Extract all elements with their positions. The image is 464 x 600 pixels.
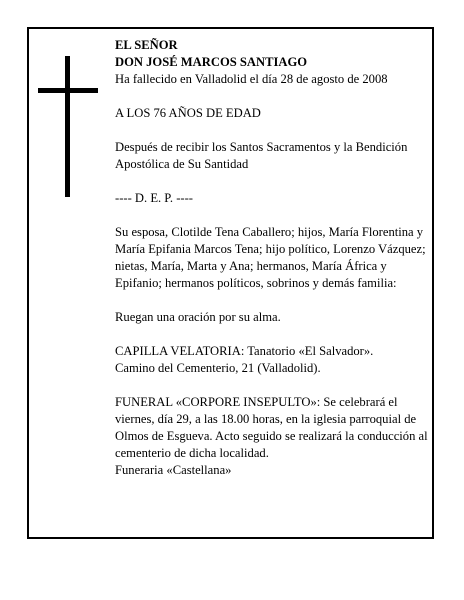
death-statement: Ha fallecido en Valladolid el día 28 de agosto de 2008	[115, 72, 388, 86]
age-statement: A LOS 76 AÑOS DE EDAD	[115, 106, 261, 120]
prayer-request: Ruegan una oración por su alma.	[115, 310, 281, 324]
obituary-text	[115, 37, 433, 479]
chapel-address: Camino del Cementerio, 21 (Valladolid).	[115, 361, 321, 375]
family-list: Su esposa, Clotilde Tena Caballero; hijos, María Florentina y María Epifania Marcos Tena; hijo político, Lorenzo Vázquez; nietas, María, Marta y Ana; hermanos, María África y Epifanio; hermanos políticos, sobrinos y demás familia:	[115, 225, 426, 290]
sacraments-statement: Después de recibir los Santos Sacramentos y la Bendición Apostólica de Su Santidad	[115, 140, 408, 171]
cross-vertical-bar	[65, 56, 70, 197]
cross-horizontal-bar	[38, 88, 98, 93]
funeral-info: FUNERAL «CORPORE INSEPULTO»: Se celebrará el viernes, día 29, a las 18.00 horas, en la iglesia parroquial de Olmos de Esgueva. Acto seguido se realizará la conducción al cementerio de dicha localidad.	[115, 395, 428, 460]
deceased-name: DON JOSÉ MARCOS SANTIAGO	[115, 55, 308, 69]
heading-title: EL SEÑOR	[115, 38, 178, 52]
cross-icon	[38, 56, 98, 197]
funeral-home: Funeraria «Castellana»	[115, 463, 232, 477]
chapel-info: CAPILLA VELATORIA: Tanatorio «El Salvador».	[115, 344, 374, 358]
rip-line: ---- D. E. P. ----	[115, 191, 193, 205]
